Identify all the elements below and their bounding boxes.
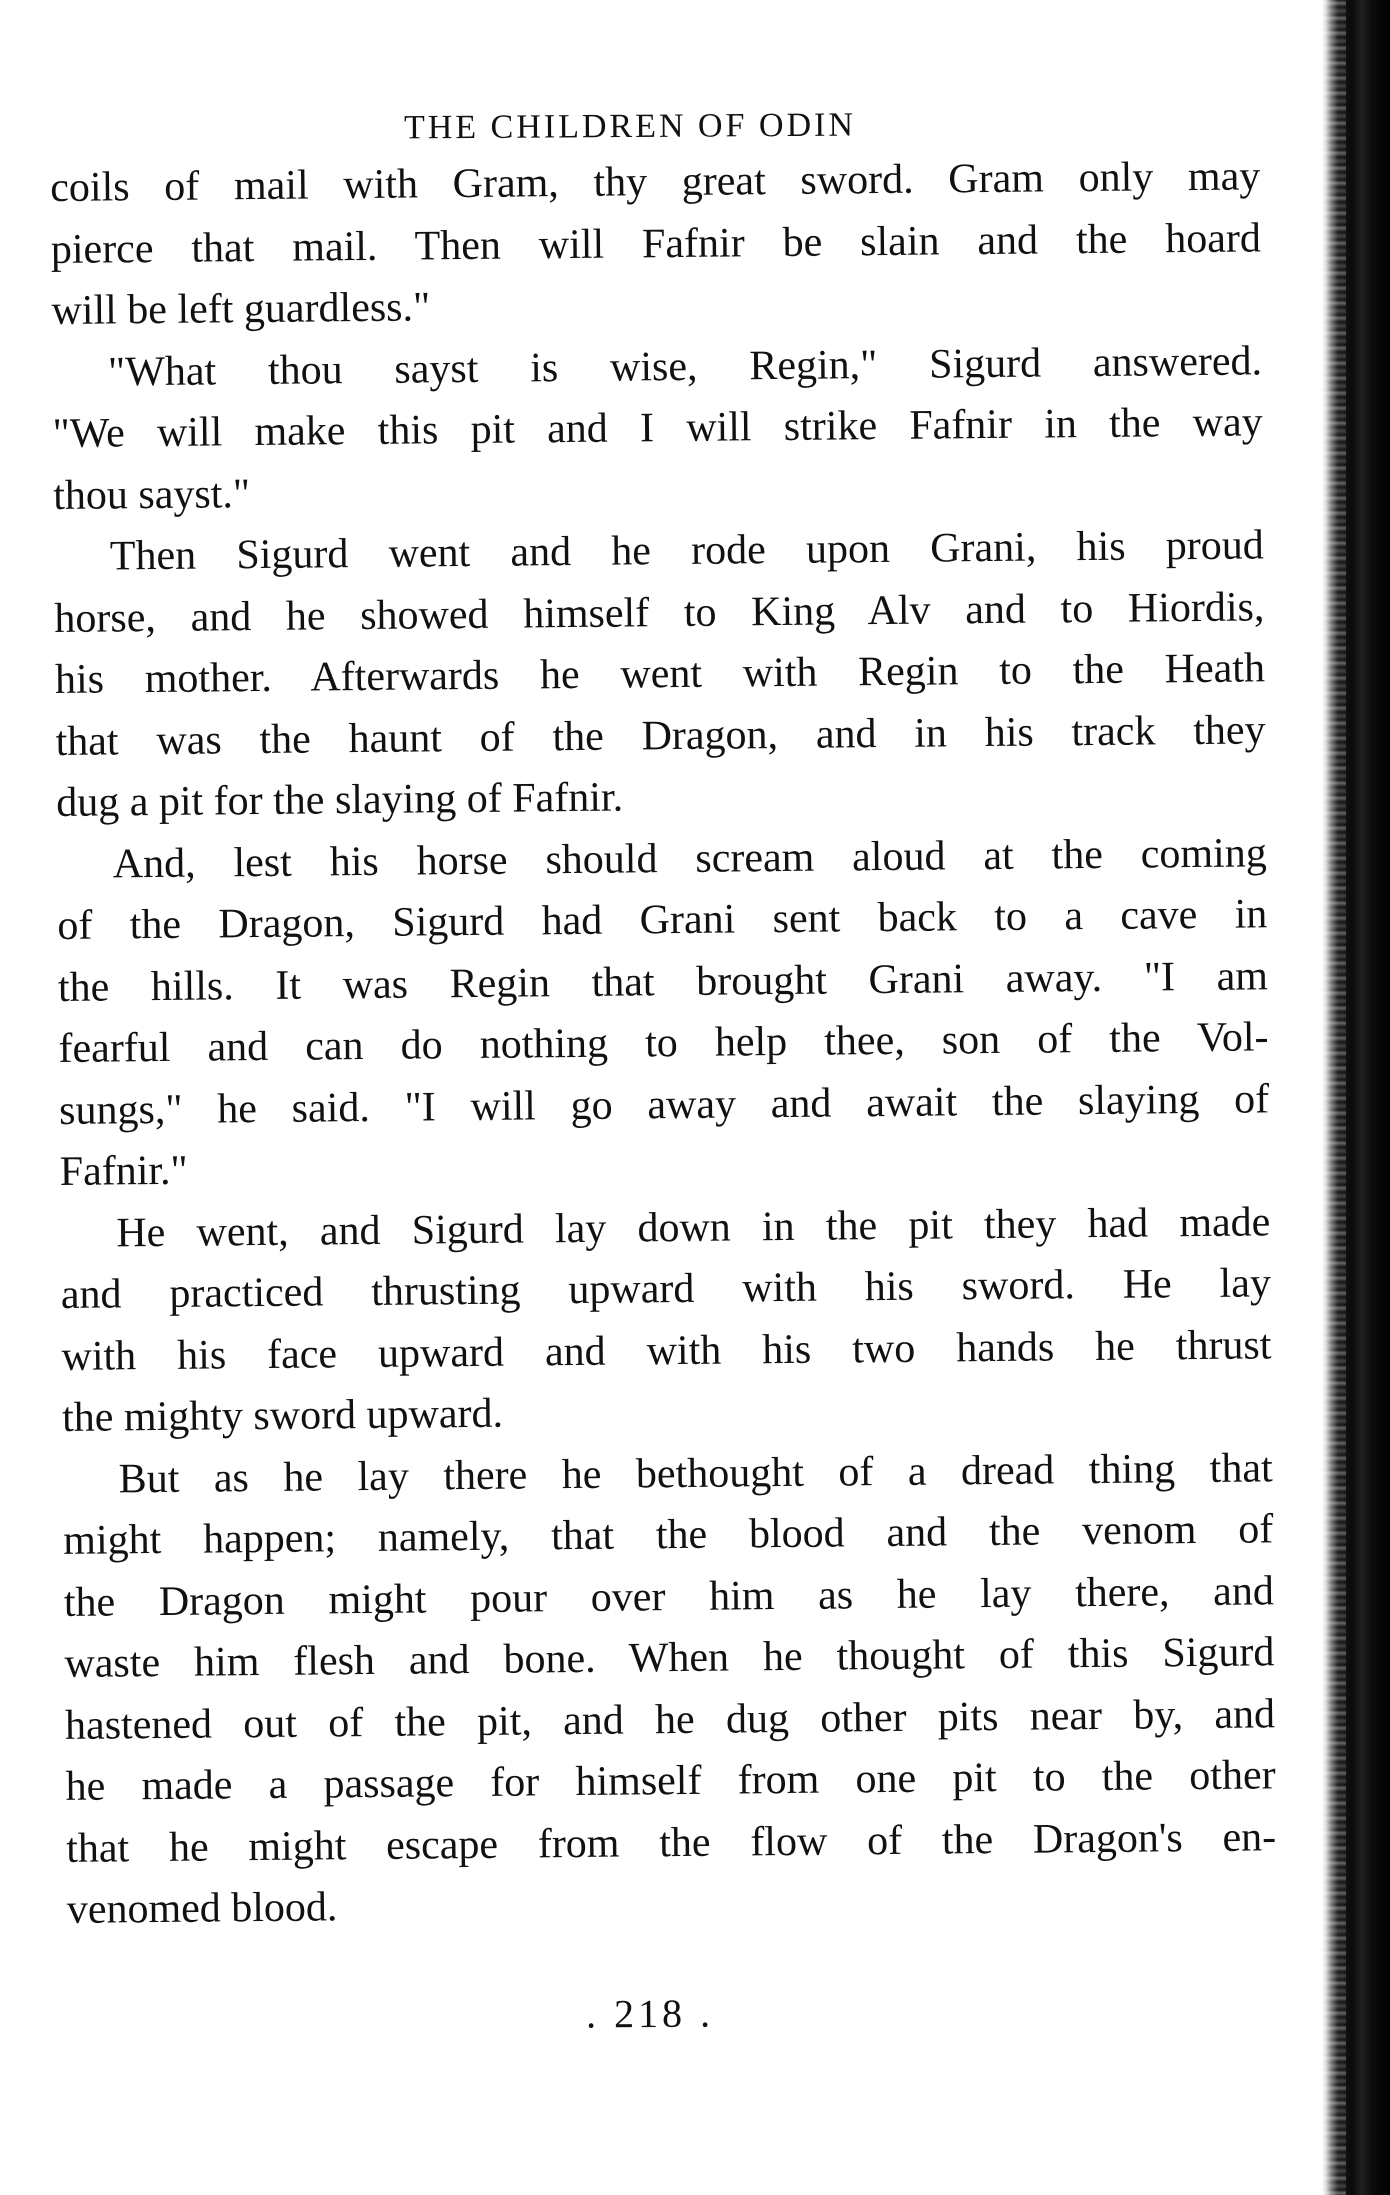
text-line: sungs," he said. "I will go away and await the slaying of (58, 1075, 1270, 1134)
text-line: "We will make this pit and I will strike Fafnir in the way (52, 399, 1263, 457)
book-spine-texture (1322, 0, 1346, 2195)
text-line: hastened out of the pit, and he dug other pits near by, and (64, 1690, 1276, 1749)
page-number: . 218 . (585, 1990, 715, 2037)
text-line: that he might escape from the flow of the Dragon's en- (66, 1813, 1277, 1872)
text-line: pierce that mail. Then will Fafnir be slain and the hoard (50, 214, 1262, 273)
text-line: might happen; namely, that the blood and the venom of (63, 1506, 1274, 1564)
text-line: the hills. It was Regin that brought Grani away. "I am (57, 952, 1269, 1011)
text-line: his mother. Afterwards he went with Regin to the Heath (54, 645, 1266, 703)
text-line: waste him flesh and bone. When he thought of this Sigurd (64, 1629, 1275, 1687)
text-line: he made a passage for himself from one pit to the other (65, 1752, 1276, 1810)
text-line: "What thou sayst is wise, Regin," Sigurd answered. (107, 337, 1263, 395)
text-line: with his face upward and with his two hands he thrust (61, 1321, 1272, 1380)
text-line: will be left guardless." (51, 284, 431, 334)
running-title: THE CHILDREN OF ODIN (403, 106, 857, 147)
body-text (50, 146, 1277, 1941)
text-line: and practiced thrusting upward with his sword. He lay (60, 1260, 1272, 1318)
text-line: thou sayst." (53, 470, 251, 519)
text-line: venomed blood. (66, 1884, 338, 1933)
text-line: the Dragon might pour over him as he lay there, and (63, 1567, 1275, 1626)
text-line: coils of mail with Gram, thy great sword. Gram only may (50, 153, 1261, 211)
text-line: of the Dragon, Sigurd had Grani sent back to a cave in (57, 891, 1268, 949)
text-line: Fafnir." (59, 1147, 188, 1195)
text-line: But as he lay there he bethought of a dread thing that (118, 1444, 1273, 1502)
text-line: dug a pit for the slaying of Fafnir. (55, 774, 624, 826)
text-line: And, lest his horse should scream aloud at the coming (112, 829, 1267, 887)
text-line: horse, and he showed himself to King Alv and to Hiordis, (54, 583, 1265, 642)
text-line: that was the haunt of the Dragon, and in his track they (55, 706, 1266, 765)
text-line: Then Sigurd went and he rode upon Grani, his proud (109, 522, 1264, 580)
text-line: the mighty sword upward. (61, 1390, 504, 1441)
text-line: fearful and can do nothing to help thee, son of the Vol- (58, 1014, 1269, 1072)
text-line: He went, and Sigurd lay down in the pit they had made (116, 1198, 1271, 1256)
